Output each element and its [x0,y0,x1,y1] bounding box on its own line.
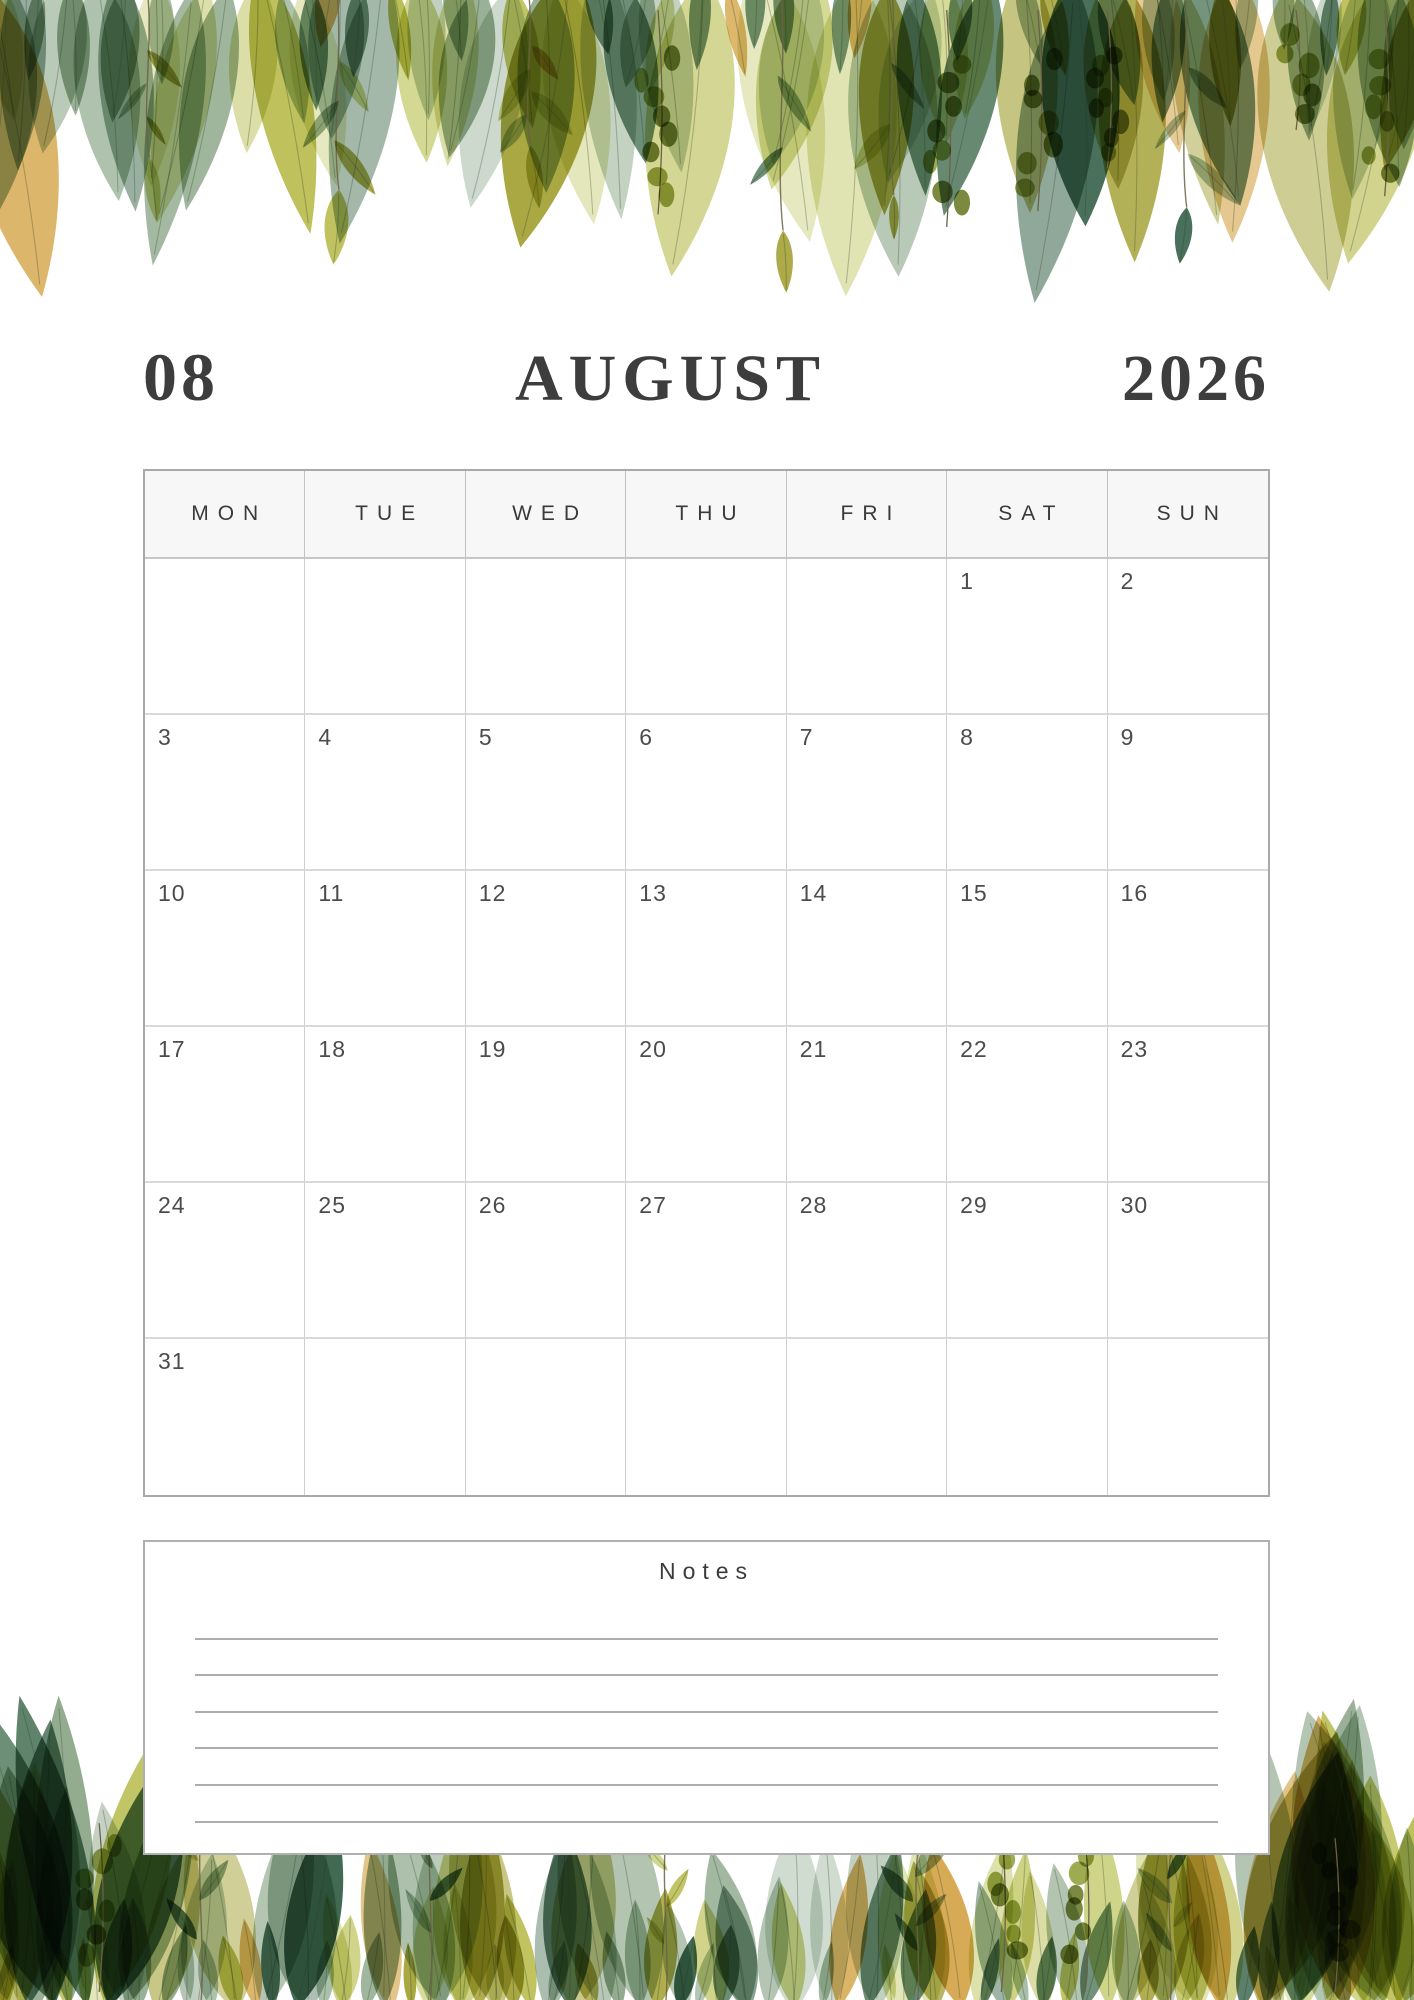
day-cell-empty [305,1339,465,1495]
day-cell-13 [626,871,786,1027]
weekday-header-sun: SUN [1156,502,1228,525]
notes-ruled-line [195,1713,1218,1750]
day-number: 24 [158,1192,186,1218]
notes-ruled-line [195,1676,1218,1713]
notes-ruled-line [195,1640,1218,1677]
day-number: 12 [478,880,507,906]
day-cell-empty [626,559,786,715]
day-cell-6 [626,715,786,871]
weekday-header-row [145,471,1268,559]
day-cell-26 [466,1183,626,1339]
day-cell-20 [626,1027,786,1183]
day-cell-10 [145,871,305,1027]
day-number: 5 [478,724,493,750]
day-number: 6 [639,724,654,750]
notes-box [143,1540,1270,1855]
day-cell-21 [787,1027,947,1183]
weekday-header-tue: TUE [305,471,465,557]
day-number: 26 [478,1192,507,1218]
day-cell-27 [626,1183,786,1339]
day-number: 31 [158,1348,186,1374]
day-number: 10 [158,880,186,906]
day-cell-empty [145,559,305,715]
calendar-grid [143,469,1270,1497]
day-cell-2 [1108,559,1268,715]
day-number: 16 [1120,880,1149,906]
month-number: 08 [143,339,219,415]
day-cell-14 [787,871,947,1027]
day-cell-empty [305,559,465,715]
day-number: 14 [799,880,828,906]
weekday-header-wed: WED [466,471,626,557]
day-number: 23 [1120,1036,1149,1062]
day-number: 8 [960,724,974,750]
calendar-grid-body [145,559,1268,1495]
day-cell-empty [1108,1339,1268,1495]
day-number: 3 [158,724,172,750]
day-cell-empty [947,1339,1107,1495]
notes-lines [195,1603,1218,1823]
day-number: 2 [1120,568,1135,594]
day-number: 4 [318,724,333,750]
day-cell-empty [787,1339,947,1495]
day-number: 22 [960,1036,988,1062]
day-cell-empty [626,1339,786,1495]
day-cell-24 [145,1183,305,1339]
day-cell-12 [466,871,626,1027]
day-number: 1 [960,568,974,594]
day-cell-11 [305,871,465,1027]
notes-ruled-line [195,1786,1218,1823]
day-cell-8 [947,715,1107,871]
day-number: 15 [960,880,988,906]
day-number: 28 [799,1192,828,1218]
day-cell-31 [145,1339,305,1495]
day-cell-4 [305,715,465,871]
day-cell-25 [305,1183,465,1339]
year-label: 2026 [1122,342,1270,415]
day-number: 21 [799,1036,828,1062]
day-cell-16 [1108,871,1268,1027]
day-cell-23 [1108,1027,1268,1183]
day-cell-7 [787,715,947,871]
day-number: 20 [639,1036,667,1062]
day-number: 17 [158,1036,186,1062]
day-cell-empty [787,559,947,715]
day-cell-5 [466,715,626,871]
day-number: 30 [1120,1192,1149,1218]
weekday-header-fri: FRI [787,471,947,557]
day-cell-empty [466,559,626,715]
day-cell-3 [145,715,305,871]
day-number: 13 [639,880,667,906]
day-cell-18 [305,1027,465,1183]
day-cell-15 [947,871,1107,1027]
weekday-header-sat: SAT [947,471,1107,557]
day-number: 18 [318,1036,347,1062]
day-cell-19 [466,1027,626,1183]
weekday-header-thu: THU [626,471,786,557]
notes-ruled-line [195,1749,1218,1786]
day-cell-28 [787,1183,947,1339]
day-number: 7 [799,724,814,750]
day-cell-30 [1108,1183,1268,1339]
notes-title: Notes [658,1558,755,1584]
day-cell-1 [947,559,1107,715]
day-number: 29 [960,1192,988,1218]
weekday-header-mon: MON [145,471,305,557]
notes-ruled-line [195,1603,1218,1640]
month-name: AUGUST [514,342,827,415]
day-number: 11 [318,880,345,906]
day-cell-17 [145,1027,305,1183]
day-number: 9 [1120,724,1135,750]
day-cell-9 [1108,715,1268,871]
title-row [143,338,1270,417]
day-number: 27 [639,1192,667,1218]
day-cell-29 [947,1183,1107,1339]
day-number: 19 [478,1036,507,1062]
day-cell-22 [947,1027,1107,1183]
day-number: 25 [318,1192,347,1218]
day-cell-empty [466,1339,626,1495]
